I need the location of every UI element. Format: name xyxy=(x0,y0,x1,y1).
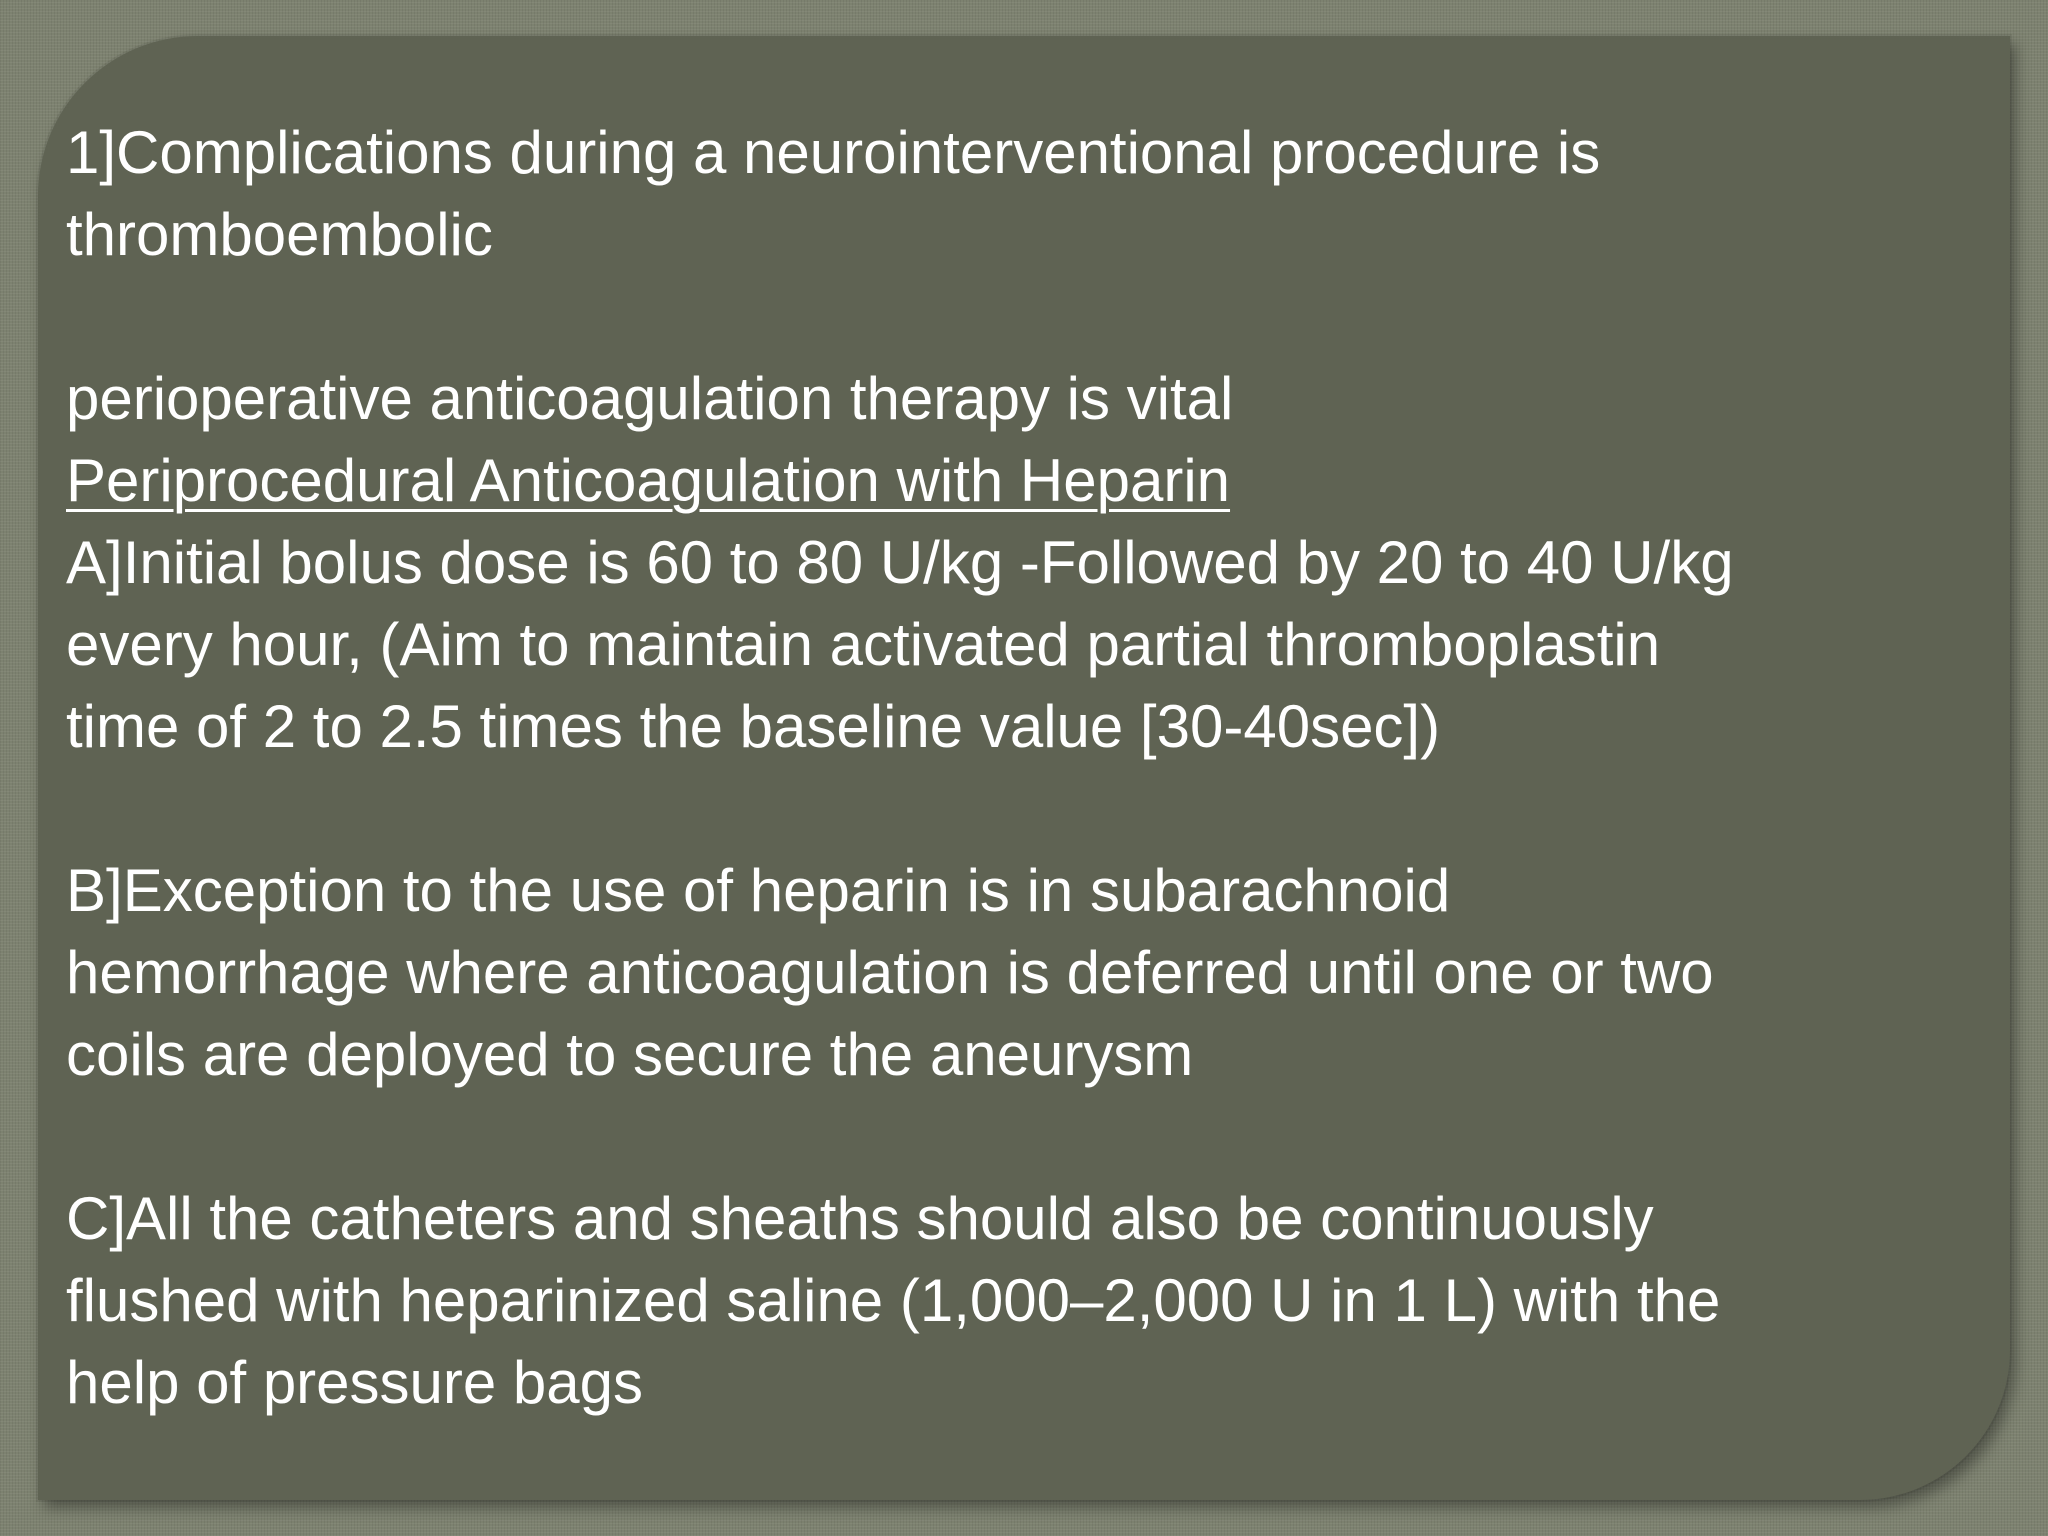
point-a-line-1: A]Initial bolus dose is 60 to 80 U/kg -Followed by 20 to 40 U/kg xyxy=(66,529,1734,596)
point-c-line-1: C]All the catheters and sheaths should also be continuously xyxy=(66,1185,1654,1252)
point-b-line-3: coils are deployed to secure the aneurysm xyxy=(66,1021,1194,1088)
intro-line: perioperative anticoagulation therapy is vital xyxy=(66,365,1234,432)
paragraph-1-line-2: thromboembolic xyxy=(66,201,493,268)
point-a-line-2: every hour, (Aim to maintain activated partial thromboplastin xyxy=(66,611,1661,678)
point-b-line-1: B]Exception to the use of heparin is in subarachnoid xyxy=(66,857,1451,924)
spacer xyxy=(66,276,1986,358)
slide-body-text xyxy=(66,112,1986,1424)
paragraph-1-line-1: 1]Complications during a neurointerventional procedure is xyxy=(66,119,1601,186)
point-c-line-3: help of pressure bags xyxy=(66,1349,644,1416)
slide-content-panel xyxy=(38,36,2010,1500)
point-b-line-2: hemorrhage where anticoagulation is deferred until one or two xyxy=(66,939,1714,1006)
spacer xyxy=(66,768,1986,850)
point-c-line-2: flushed with heparinized saline (1,000–2,000 U in 1 L) with the xyxy=(66,1267,1721,1334)
spacer xyxy=(66,1096,1986,1178)
section-heading: Periprocedural Anticoagulation with Heparin xyxy=(66,447,1231,514)
point-a-line-3: time of 2 to 2.5 times the baseline value [30-40sec]) xyxy=(66,693,1441,760)
